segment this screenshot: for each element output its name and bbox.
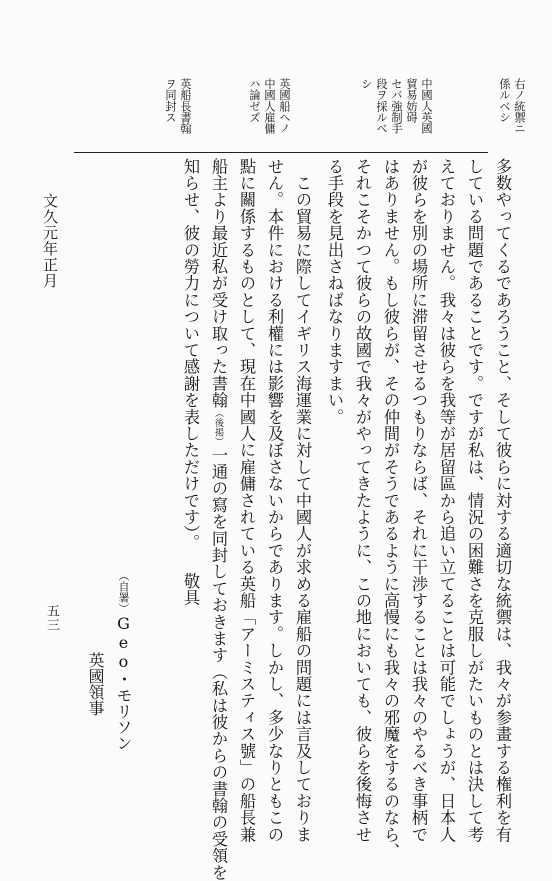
margin-note-line: 段ヲ採ルベ xyxy=(375,78,388,134)
body-line-7: る手段を見出さねばなりますまい。 xyxy=(325,158,344,426)
margin-note-1 xyxy=(497,78,527,134)
margin-note-line: 中國人雇傭 xyxy=(263,78,276,134)
body-text-segment: 一通の寫を同封しておきます（私は彼からの書翰の受領を xyxy=(209,446,228,881)
signature-label: （自署） xyxy=(117,570,130,614)
margin-note-line: 貿易妨碍 xyxy=(405,78,418,123)
body-line-8: この貿易に際してイギリス海運業に対して中國人が求める雇船の問題には言及しておりま xyxy=(293,158,312,843)
body-line-10: 點に關係するものとして、現在中國人に雇傭されている英船「アーミスティス號」の船長兼 xyxy=(237,158,256,843)
body-line-12 xyxy=(180,158,200,606)
margin-note-line: 右ノ統禦ニ xyxy=(513,78,526,134)
margin-note-4 xyxy=(163,78,193,134)
margin-note-line: 係ルベシ xyxy=(498,78,511,123)
margin-note-2 xyxy=(359,78,434,134)
closing-phrase: 敬具 xyxy=(181,572,200,607)
margin-note-line: シ xyxy=(360,78,373,90)
margin-note-3 xyxy=(247,78,292,134)
body-line-3: えておりません。我々は彼らを我等が居留區から追い立てることは可能でしょうが、日本人 xyxy=(437,158,456,843)
margin-note-line: 中國人英國 xyxy=(420,78,433,134)
margin-note-line: 英船長書翰 xyxy=(179,78,192,134)
signature-name: Geo・モリソン xyxy=(114,614,133,751)
margin-note-line: ハ論ゼズ xyxy=(248,78,261,123)
margin-note-line: 英國船ヘノ xyxy=(278,78,291,134)
body-line-4: が彼らを別の場所に滞留させるつもりならば、それに干渉することは我々のやるべき事柄で xyxy=(409,158,428,843)
consul-title: 英國領事 xyxy=(86,652,105,716)
body-text-segment: 知らせ、彼の勞力について感謝を表しただけです）。 xyxy=(181,158,200,551)
signature xyxy=(112,570,135,751)
document-date: 文久元年正月 xyxy=(41,193,59,289)
body-text-segment: 船主より最近私が受け取った書翰 xyxy=(209,158,228,409)
body-line-6: それこそかつて彼らの故國で我々がやってきたように、この地においても、彼らを後悔させ xyxy=(353,158,372,843)
margin-note-line: セバ強制手 xyxy=(390,78,403,134)
body-line-9: せん。本件における利權には影響を及ぼさないからであります。しかし、多少なりともこの xyxy=(265,158,284,843)
body-line-5: はありません。もし彼らが、その仲間がそうであるように高慢にも我々の邪魔をするのなら、 xyxy=(381,158,400,860)
inline-annotation: （後掲） xyxy=(213,408,223,447)
gutter-rule xyxy=(74,152,488,153)
page-number: 五三 xyxy=(44,604,59,632)
body-line-1: 多数やってくるであろうこと、そして彼らに対する適切な統禦は、我々が参畫する権利を有 xyxy=(493,158,512,843)
margin-note-line: ヲ同封ス xyxy=(164,78,177,123)
body-line-11 xyxy=(208,158,228,881)
body-line-2: している問題であることです。ですが私は、情況の困難さを克服しがたいものとは決して考 xyxy=(465,158,484,843)
